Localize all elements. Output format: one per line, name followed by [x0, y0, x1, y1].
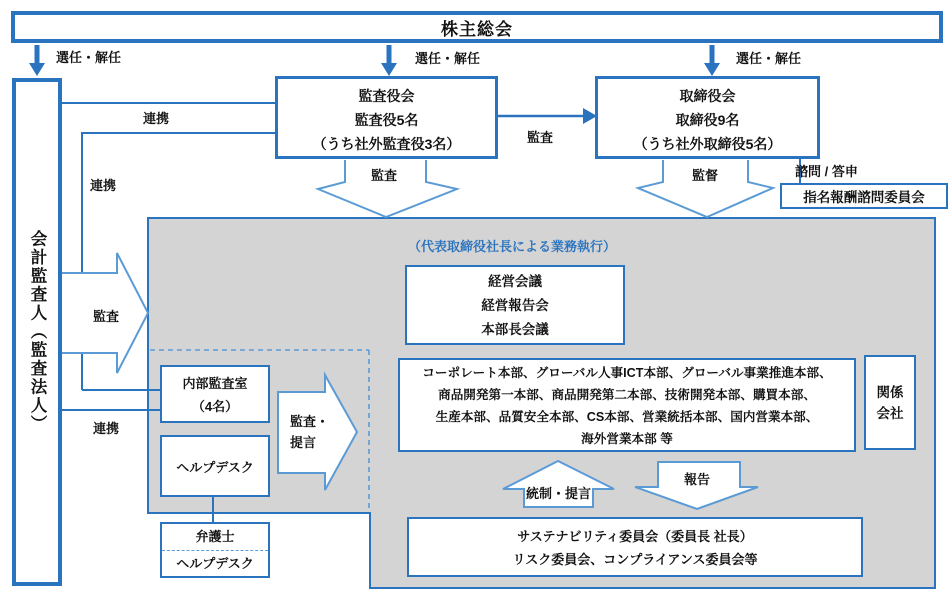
directors-line: 取締役会 — [679, 88, 736, 104]
sustainability-committee-box — [407, 517, 863, 577]
board-of-directors-box — [595, 76, 820, 159]
affiliates-line: 関係 — [876, 384, 904, 400]
execution-note-label: （代表取締役社長による業務執行） — [408, 239, 617, 254]
divisions-box — [398, 358, 856, 452]
helpdesk-box — [160, 435, 270, 497]
audit-suggest-line: 提言 — [290, 435, 317, 450]
audit-board-line: 監査役5名 — [354, 112, 419, 128]
affiliates-line: 会社 — [876, 405, 904, 421]
audit-board-box — [275, 76, 498, 159]
management-line: 経営会議 — [488, 274, 542, 289]
management-line: 経営報告会 — [481, 298, 549, 313]
internal-audit-line: 内部監査室 — [182, 376, 248, 391]
appoint-arrow-right-icon — [704, 45, 720, 76]
sustainability-line: サステナビリティ委員会（委員長 社長） — [517, 529, 753, 544]
sustainability-line: リスク委員会、コンプライアンス委員会等 — [512, 552, 758, 567]
directors-line: （うち社外取締役5名） — [633, 136, 782, 152]
affiliates-box — [864, 355, 916, 450]
cooperation-label-2: 連携 — [90, 178, 117, 193]
accounting-auditor-box — [12, 78, 62, 586]
directors-line: 取締役9名 — [675, 112, 740, 128]
cooperation-label-1: 連携 — [143, 111, 170, 126]
supervision-label: 監督 — [692, 168, 719, 183]
nomination-committee-title: 指名報酬諮問委員会 — [803, 190, 925, 205]
internal-audit-box — [160, 365, 270, 423]
accounting-auditor-title: 会計監査人（監査法人） — [28, 230, 46, 434]
consult-report-label: 諮問 / 答申 — [795, 164, 858, 179]
lawyer-title: 弁護士 — [162, 524, 268, 551]
audit-to-directors-label: 監査 — [527, 130, 554, 145]
appoint-arrow-center-icon — [381, 45, 397, 76]
audit-suggest-label — [290, 411, 329, 453]
audit-board-line: 監査役会 — [358, 88, 415, 104]
lawyer-helpdesk-box — [160, 522, 270, 578]
control-suggest-label: 統制・提言 — [526, 486, 592, 501]
shareholders-meeting-box — [11, 11, 943, 43]
audit-down-label: 監査 — [371, 168, 398, 183]
internal-audit-line: （4名） — [191, 399, 239, 414]
report-label: 報告 — [684, 472, 711, 487]
divisions-line: 生産本部、品質安全本部、CS本部、営業統括本部、国内営業本部、 — [435, 410, 819, 424]
nomination-committee-box — [780, 183, 948, 209]
divisions-line: 商品開発第一本部、商品開発第二本部、技術開発本部、購買本部、 — [438, 388, 816, 402]
management-meetings-box — [405, 265, 625, 345]
appoint-arrow-left-icon — [29, 45, 45, 76]
divisions-line: コーポレート本部、グローバル人事ICT本部、グローバル事業推進本部、 — [422, 366, 832, 380]
audit-exec-label: 監査 — [93, 309, 120, 324]
appointment-label-center: 選任・解任 — [415, 51, 481, 66]
cooperation-label-3: 連携 — [93, 421, 120, 436]
divisions-line: 海外営業本部 等 — [581, 432, 673, 446]
shareholders-meeting-title: 株主総会 — [441, 19, 513, 39]
helpdesk-title: ヘルプデスク — [176, 459, 254, 475]
audit-board-line: （うち社外監査役3名） — [312, 136, 461, 152]
audit-suggest-line: 監査・ — [290, 414, 330, 429]
lawyer-helpdesk-title: ヘルプデスク — [176, 556, 254, 571]
appointment-label-left: 選任・解任 — [56, 50, 122, 65]
management-line: 本部長会議 — [481, 322, 549, 337]
appointment-label-right: 選任・解任 — [736, 51, 802, 66]
